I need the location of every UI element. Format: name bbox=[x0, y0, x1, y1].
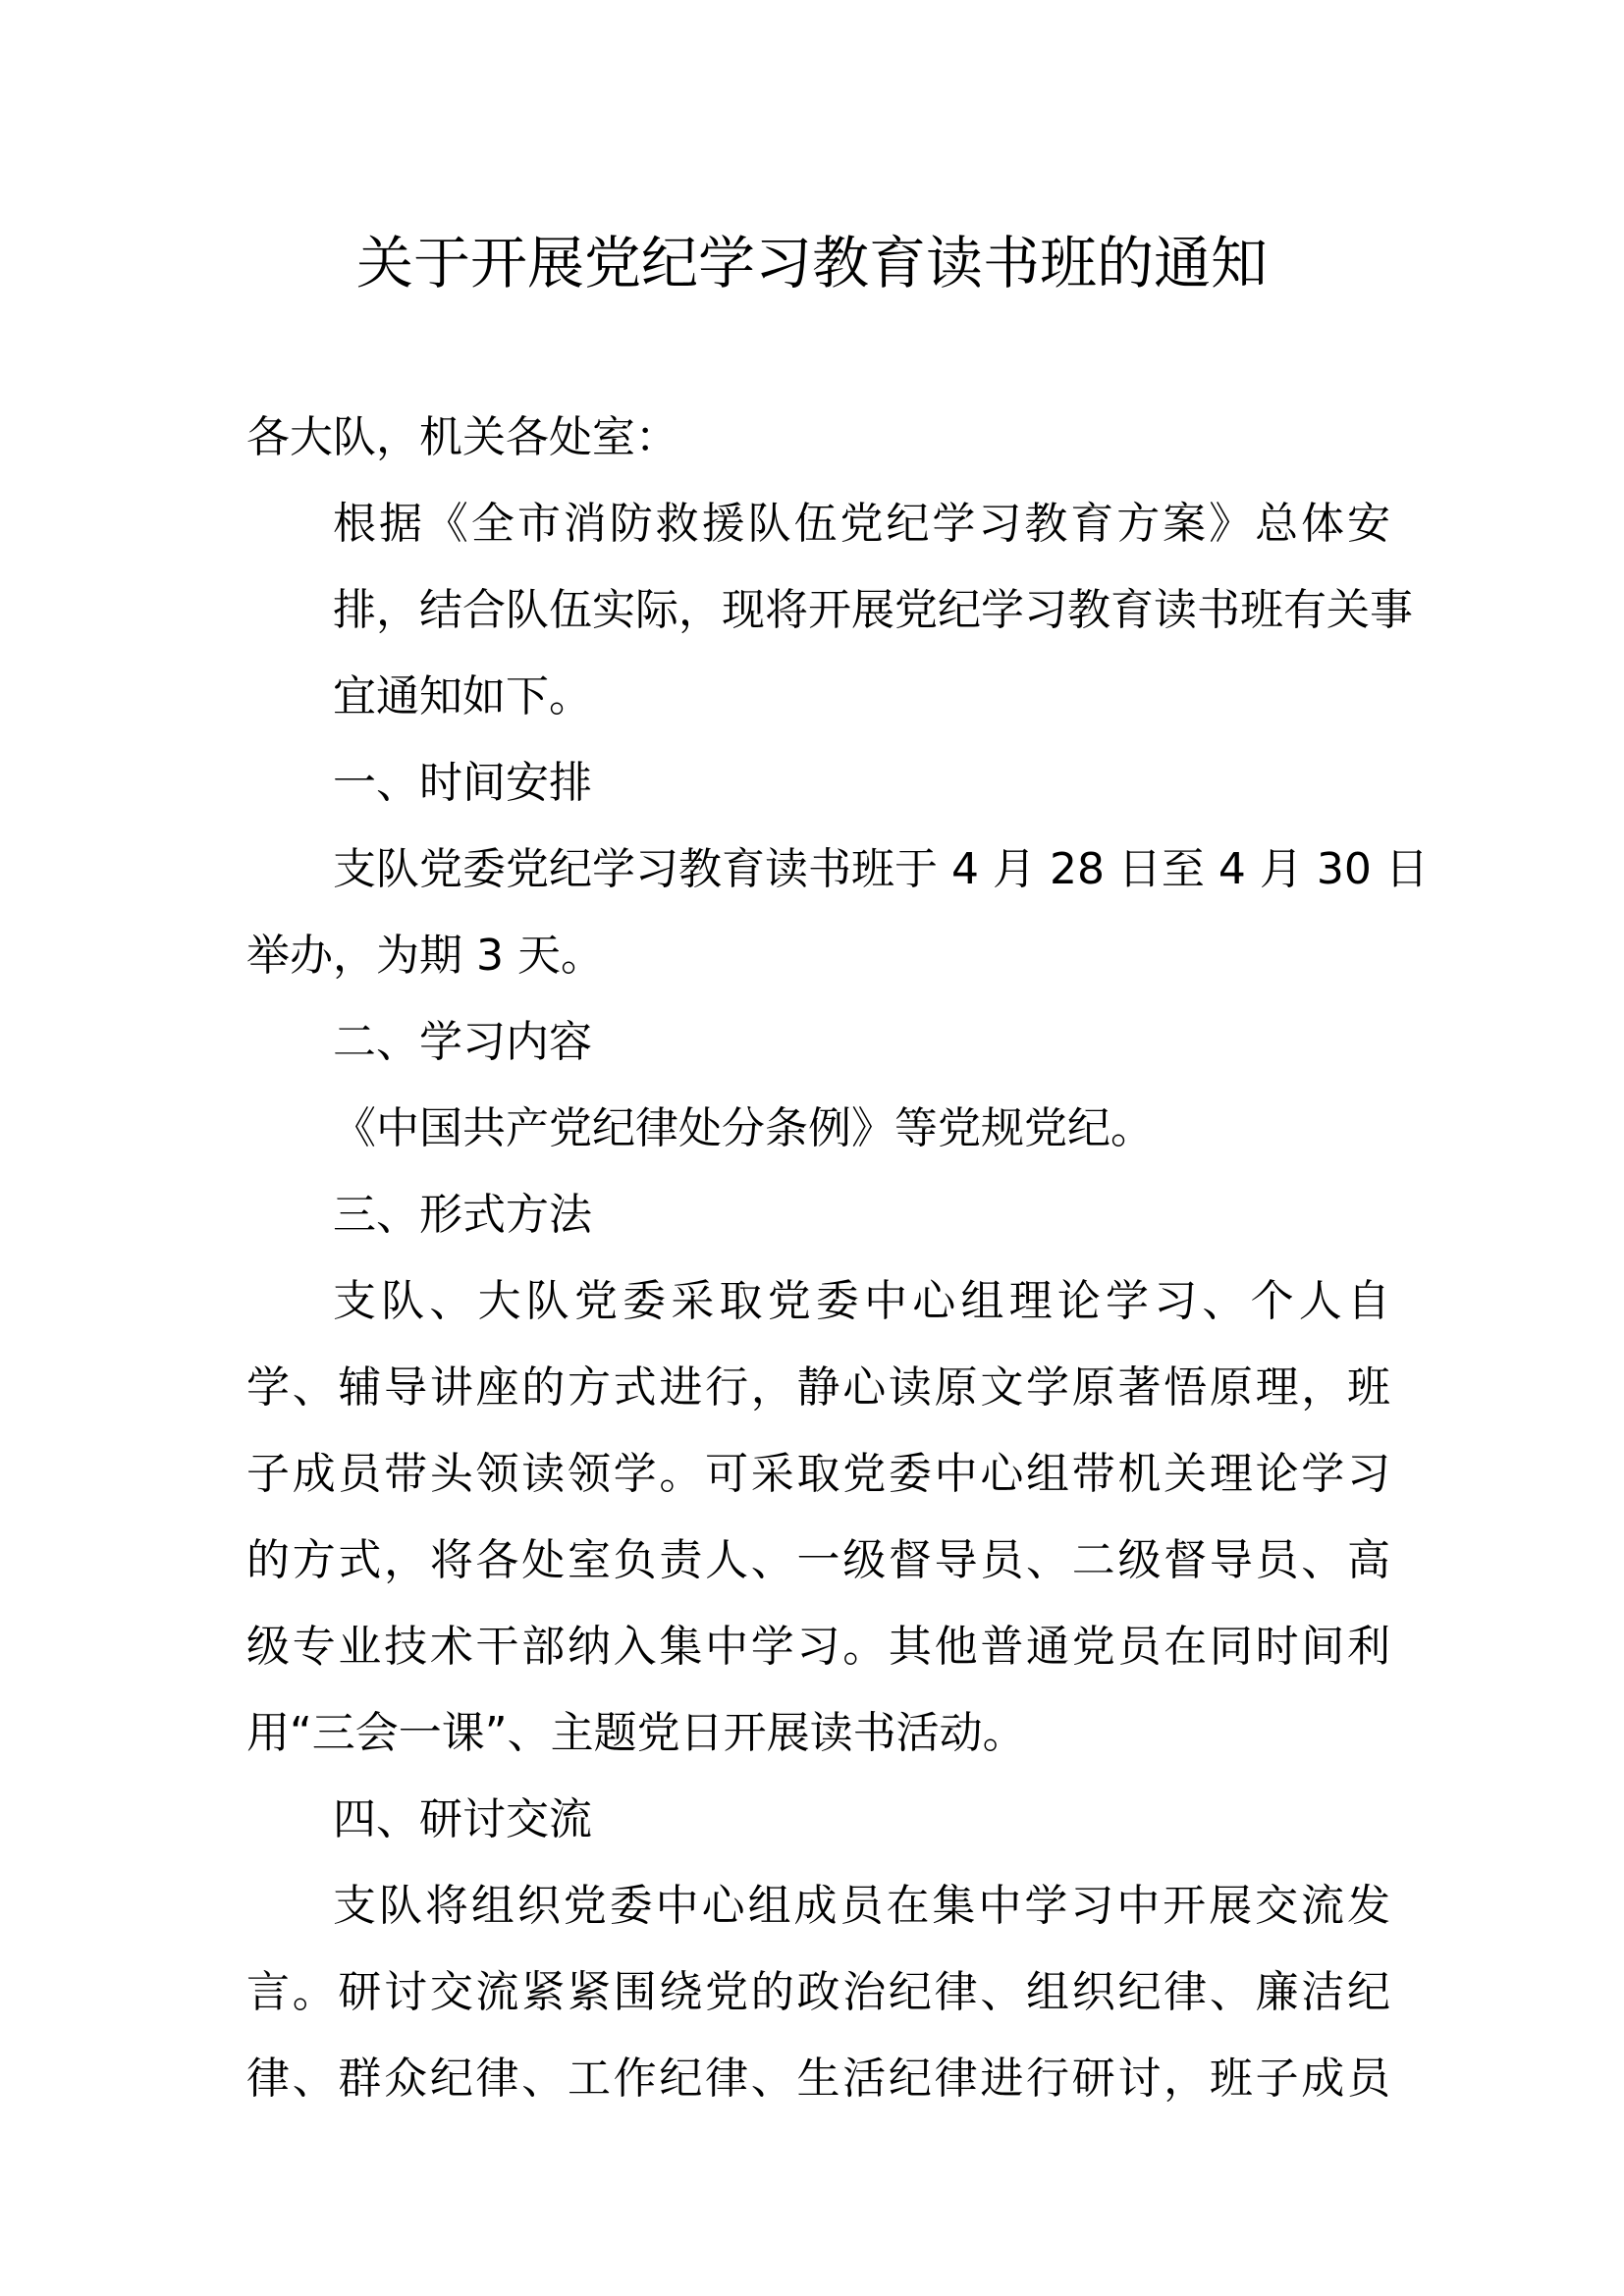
paragraph-line: 律、群众纪律、工作纪律、生活纪律进行研讨，班子成员 bbox=[246, 2054, 1390, 2104]
document-body bbox=[246, 395, 1429, 2122]
section-heading-1 bbox=[246, 740, 1390, 827]
paragraph-line: 根据《全市消防救援队伍党纪学习教育方案》总体安 bbox=[333, 499, 1390, 549]
paragraph-line: 宜通知如下。 bbox=[333, 671, 592, 721]
paragraph-discussion bbox=[246, 1863, 1390, 2122]
paragraph-line: 支队、大队党委采取党委中心组理论学习、个人自 bbox=[333, 1276, 1390, 1326]
paragraph-intro bbox=[246, 481, 1413, 740]
document-title: 关于开展党纪学习教育读书班的通知 bbox=[355, 230, 1268, 296]
paragraph-line: 用“三会一课”、主题党日开展读书活动。 bbox=[246, 1708, 1026, 1758]
section-heading-line: 一、时间安排 bbox=[333, 758, 592, 808]
section-heading-line: 二、学习内容 bbox=[333, 1017, 592, 1067]
paragraph-line: 举办，为期 3 天。 bbox=[246, 931, 604, 981]
paragraph-line: 子成员带头领读领学。可采取党委中心组带机关理论学习 bbox=[246, 1449, 1390, 1499]
paragraph-line: 排，结合队伍实际，现将开展党纪学习教育读书班有关事 bbox=[333, 585, 1413, 635]
paragraph-line: 级专业技术干部纳入集中学习。其他普通党员在同时间利 bbox=[246, 1622, 1390, 1672]
paragraph-content bbox=[246, 1086, 1390, 1172]
paragraph-line: 支队将组织党委中心组成员在集中学习中开展交流发 bbox=[333, 1881, 1390, 1931]
section-heading-3 bbox=[246, 1172, 1390, 1258]
paragraph-line: 言。研讨交流紧紧围绕党的政治纪律、组织纪律、廉洁纪 bbox=[246, 1967, 1390, 2017]
paragraph-line: 学、辅导讲座的方式进行，静心读原文学原著悟原理，班 bbox=[246, 1362, 1390, 1413]
salutation-line: 各大队，机关各处室： bbox=[246, 412, 678, 462]
paragraph-line: 支队党委党纪学习教育读书班于 4 月 28 日至 4 月 30 日 bbox=[333, 844, 1429, 894]
section-heading-line: 四、研讨交流 bbox=[333, 1794, 592, 1844]
section-heading-4 bbox=[246, 1777, 1390, 1863]
paragraph-schedule bbox=[246, 827, 1429, 999]
paragraph-line: 《中国共产党纪律处分条例》等党规党纪。 bbox=[333, 1103, 1154, 1153]
paragraph-methods bbox=[246, 1258, 1390, 1777]
salutation bbox=[246, 395, 1390, 481]
section-heading-2 bbox=[246, 999, 1390, 1086]
paragraph-line: 的方式，将各处室负责人、一级督导员、二级督导员、高 bbox=[246, 1535, 1390, 1585]
section-heading-line: 三、形式方法 bbox=[333, 1190, 592, 1240]
